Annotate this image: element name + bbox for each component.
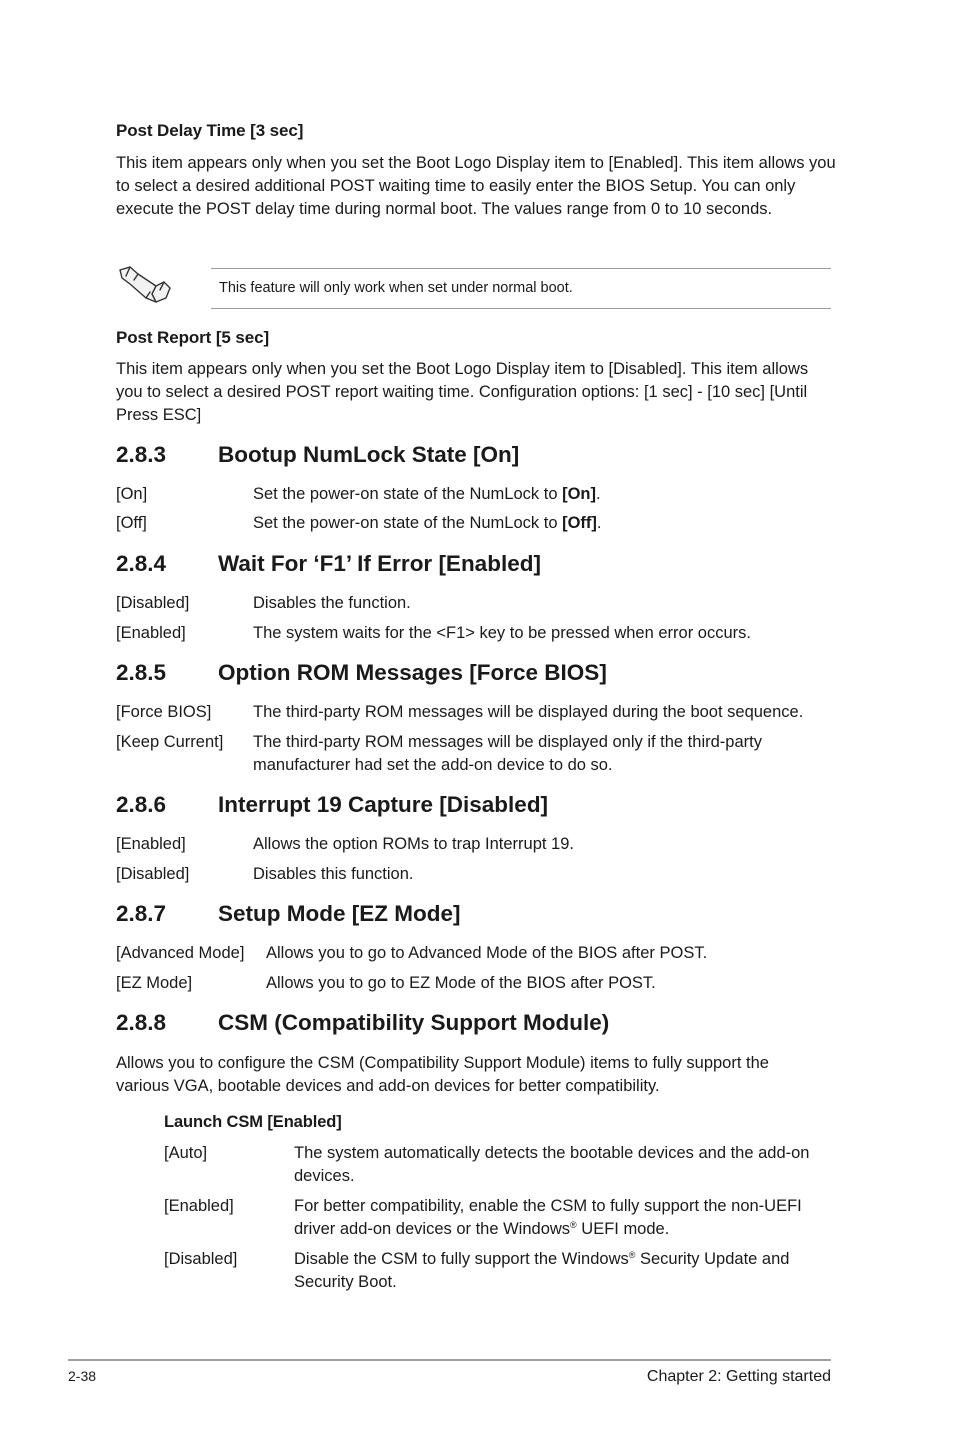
section-title: Setup Mode [EZ Mode] <box>218 901 461 926</box>
option-label: [Force BIOS] <box>116 703 212 721</box>
section-number: 2.8.5 <box>116 660 167 685</box>
option-label: [Enabled] <box>116 624 186 642</box>
post-delay-description: This item appears only when you set the Boot Logo Display item to [Enabled]. This item allows you to select a desired additional POST waiting time to easily enter the BIOS Setup. You can only execute the POST delay time during normal boot. The values range from 0 to 10 seconds. <box>116 154 836 218</box>
option-description: For better compatibility, enable the CSM to fully support the non-UEFI driver add-on devices or the Windows® UEFI mode. <box>294 1197 802 1238</box>
option-description: Allows you to go to Advanced Mode of the BIOS after POST. <box>266 944 708 962</box>
post-report-heading: Post Report [5 sec] <box>116 328 270 347</box>
option-label: [Keep Current] <box>116 733 224 751</box>
option-label: [Disabled] <box>116 865 190 883</box>
option-label: [EZ Mode] <box>116 974 193 992</box>
option-description: Disable the CSM to fully support the Windows® Security Update and Security Boot. <box>294 1250 790 1291</box>
post-delay-heading: Post Delay Time [3 sec] <box>116 121 304 140</box>
section-title: Bootup NumLock State [On] <box>218 442 520 467</box>
option-description: Set the power-on state of the NumLock to [On]. <box>253 485 601 503</box>
section-title: Wait For ‘F1’ If Error [Enabled] <box>218 551 541 576</box>
option-label: [Disabled] <box>164 1250 238 1268</box>
option-description: The third-party ROM messages will be displayed during the boot sequence. <box>253 703 804 721</box>
option-description: Disables the function. <box>253 594 411 612</box>
option-label: [Enabled] <box>164 1197 234 1215</box>
option-description: The system waits for the <F1> key to be pressed when error occurs. <box>253 624 751 642</box>
launch-csm-heading: Launch CSM [Enabled] <box>164 1113 342 1131</box>
option-description: The third-party ROM messages will be displayed only if the third-party manufacturer had set the add-on device to do so. <box>253 733 762 774</box>
option-description: The system automatically detects the bootable devices and the add-on devices. <box>294 1144 810 1185</box>
section-number: 2.8.3 <box>116 442 167 467</box>
footer-rule <box>68 1359 831 1361</box>
section-title: CSM (Compatibility Support Module) <box>218 1010 610 1035</box>
option-label: [On] <box>116 485 148 503</box>
note-top-rule <box>211 268 831 269</box>
option-label: [Disabled] <box>116 594 190 612</box>
chapter-title: Chapter 2: Getting started <box>646 1368 831 1385</box>
csm-description: Allows you to configure the CSM (Compatibility Support Module) items to fully support the various VGA, bootable devices and add-on devices for better compatibility. <box>116 1054 769 1095</box>
note-bottom-rule <box>211 308 831 309</box>
section-title: Option ROM Messages [Force BIOS] <box>218 660 607 685</box>
post-report-description: This item appears only when you set the Boot Logo Display item to [Disabled]. This item allows you to select a desired POST report waiting time. Configuration options: [1 sec] - [10 sec] [Until Press ESC] <box>116 360 809 424</box>
option-description: Set the power-on state of the NumLock to [Off]. <box>253 514 602 532</box>
option-label: [Advanced Mode] <box>116 944 245 962</box>
option-description: Allows you to go to EZ Mode of the BIOS after POST. <box>266 974 656 992</box>
option-label: [Enabled] <box>116 835 186 853</box>
page-number: 2-38 <box>68 1368 97 1384</box>
section-title: Interrupt 19 Capture [Disabled] <box>218 792 549 817</box>
section-number: 2.8.7 <box>116 901 167 926</box>
note-text: This feature will only work when set under normal boot. <box>219 280 573 296</box>
option-label: [Off] <box>116 514 147 532</box>
pencil-hand-icon <box>116 264 174 308</box>
section-number: 2.8.4 <box>116 551 167 576</box>
option-description: Disables this function. <box>253 865 414 883</box>
section-number: 2.8.8 <box>116 1010 167 1035</box>
section-number: 2.8.6 <box>116 792 167 817</box>
option-description: Allows the option ROMs to trap Interrupt 19. <box>253 835 574 853</box>
option-label: [Auto] <box>164 1144 208 1162</box>
